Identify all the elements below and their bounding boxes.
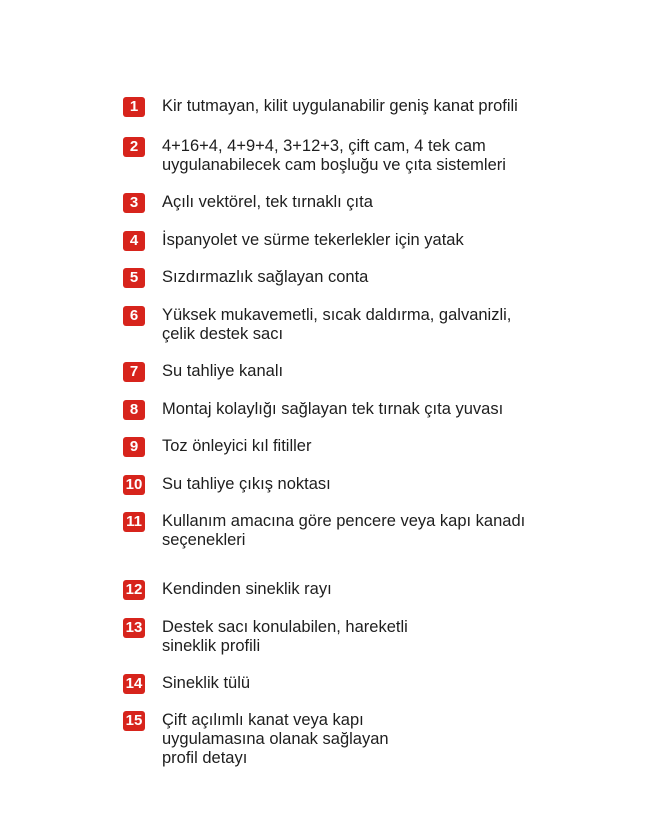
- item-line: Kir tutmayan, kilit uygulanabilir geniş kanat profili: [162, 97, 518, 115]
- item-number-badge: 7: [123, 362, 145, 382]
- item-number-badge: 4: [123, 231, 145, 251]
- item-line: Destek sacı konulabilen, hareketli: [162, 618, 408, 636]
- item-line: seçenekleri: [162, 531, 246, 549]
- item-number-badge: 12: [123, 580, 145, 600]
- item-text: [162, 231, 622, 250]
- item-line: Yüksek mukavemetli, sıcak daldırma, galvanizli,: [162, 306, 512, 324]
- item-text: [162, 618, 622, 656]
- item-line: Kullanım amacına göre pencere veya kapı kanadı: [162, 512, 526, 530]
- item-text: [162, 674, 622, 693]
- item-text: [162, 437, 622, 456]
- item-number-badge: 6: [123, 306, 145, 326]
- item-line: Çift açılımlı kanat veya kapı: [162, 711, 364, 729]
- item-text: [162, 137, 622, 175]
- item-number-badge: 3: [123, 193, 145, 213]
- item-number-badge: 15: [123, 711, 145, 731]
- item-line: 4+16+4, 4+9+4, 3+12+3, çift cam, 4 tek cam: [162, 137, 486, 155]
- item-line: İspanyolet ve sürme tekerlekler için yatak: [162, 231, 464, 249]
- item-text: [162, 711, 622, 768]
- item-line: Toz önleyici kıl fitiller: [162, 437, 312, 455]
- item-line: sineklik profili: [162, 637, 261, 655]
- item-text: [162, 362, 622, 381]
- item-line: Montaj kolaylığı sağlayan tek tırnak çıta yuvası: [162, 400, 504, 418]
- item-text: [162, 400, 622, 419]
- item-number-badge: 1: [123, 97, 145, 117]
- item-number-badge: 13: [123, 618, 145, 638]
- item-number-badge: 5: [123, 268, 145, 288]
- item-line: Sineklik tülü: [162, 674, 251, 692]
- item-number-badge: 11: [123, 512, 145, 532]
- item-number-badge: 10: [123, 475, 145, 495]
- item-number-badge: 14: [123, 674, 145, 694]
- item-line: çelik destek sacı: [162, 325, 284, 343]
- item-text: [162, 580, 622, 599]
- item-text: [162, 193, 622, 212]
- item-number-badge: 2: [123, 137, 145, 157]
- item-line: Su tahliye çıkış noktası: [162, 475, 331, 493]
- item-text: [162, 306, 622, 344]
- item-text: [162, 512, 622, 550]
- item-line: Açılı vektörel, tek tırnaklı çıta: [162, 193, 373, 211]
- item-line: uygulamasına olanak sağlayan: [162, 730, 389, 748]
- item-number-badge: 8: [123, 400, 145, 420]
- item-line: profil detayı: [162, 749, 248, 767]
- item-text: [162, 475, 622, 494]
- item-line: Sızdırmazlık sağlayan conta: [162, 268, 369, 286]
- item-line: Kendinden sineklik rayı: [162, 580, 332, 598]
- item-line: Su tahliye kanalı: [162, 362, 284, 380]
- item-text: [162, 268, 622, 287]
- item-text: [162, 97, 622, 116]
- item-line: uygulanabilecek cam boşluğu ve çıta sistemleri: [162, 156, 506, 174]
- item-number-badge: 9: [123, 437, 145, 457]
